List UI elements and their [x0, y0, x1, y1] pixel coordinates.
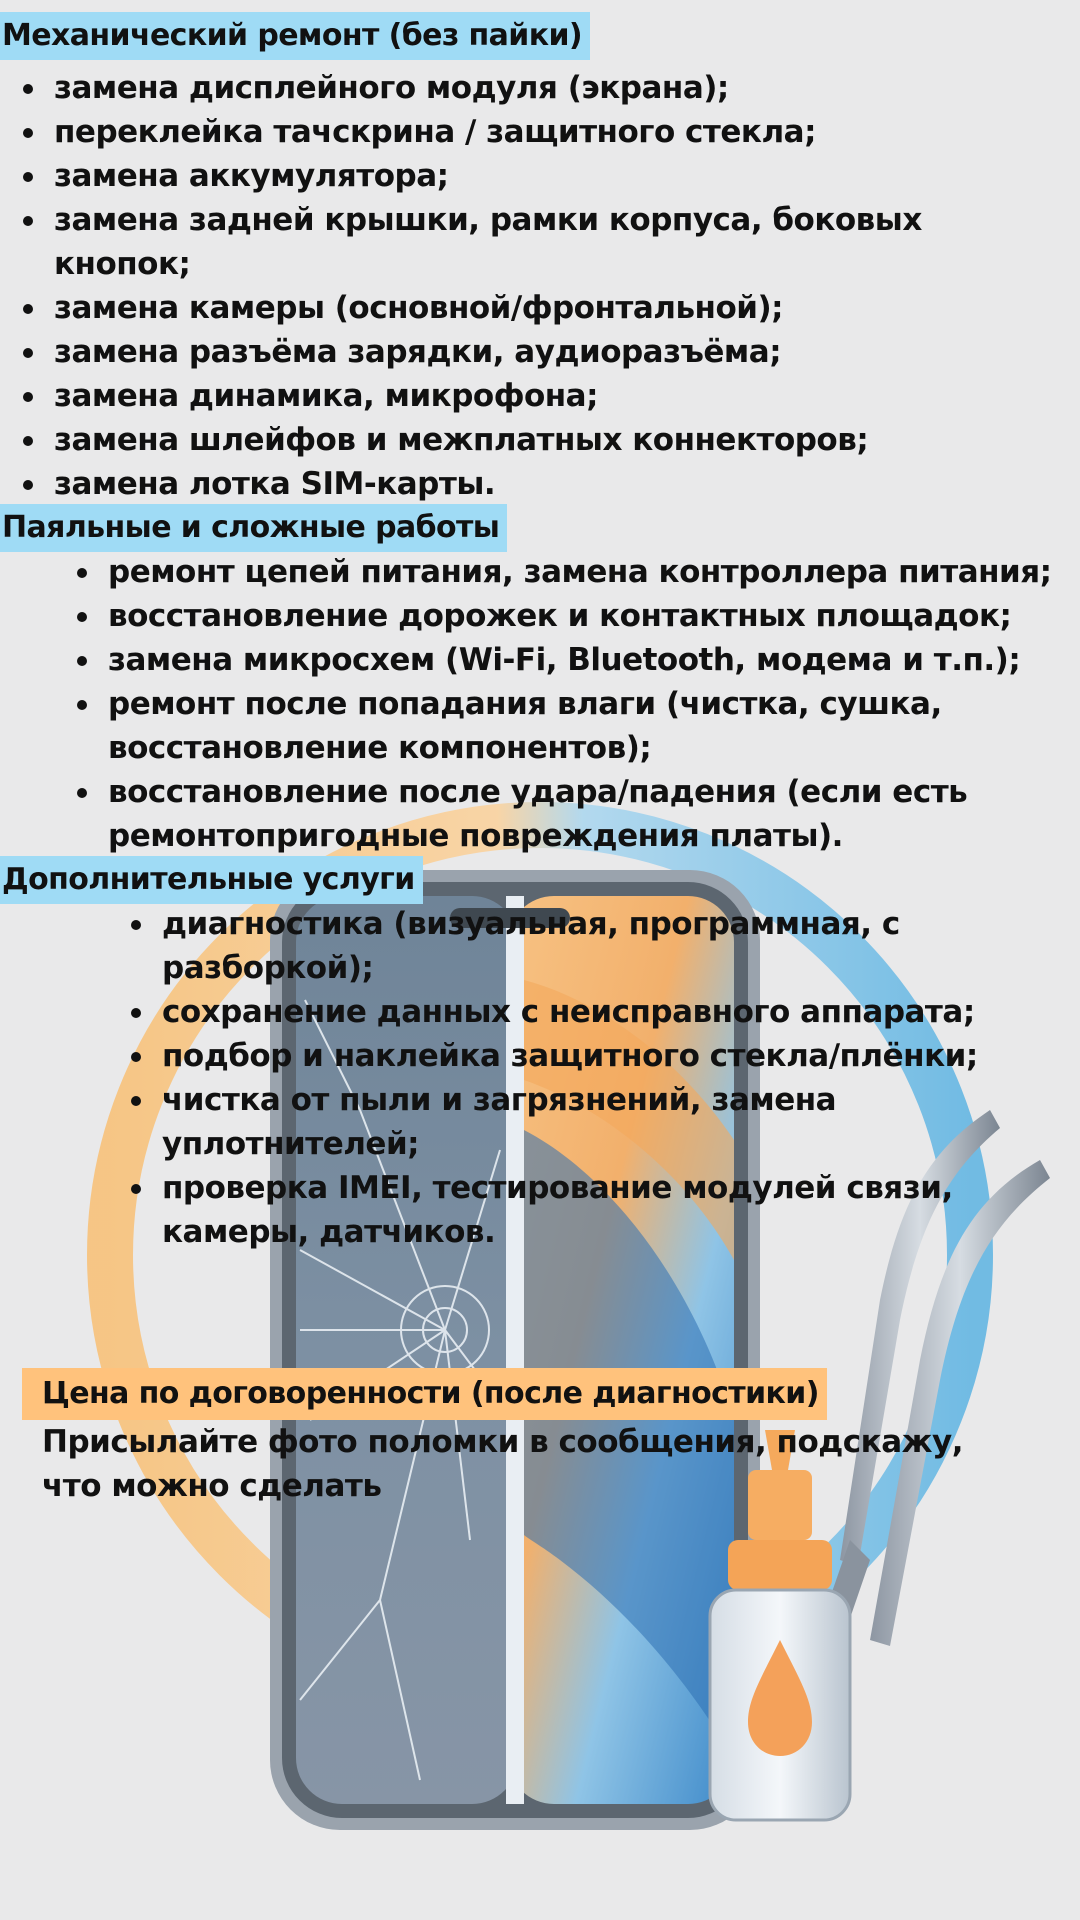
list-item: замена дисплейного модуля (экрана);	[0, 66, 1030, 110]
list-item: замена камеры (основной/фронтальной);	[0, 286, 1030, 330]
section-title-additional: Дополнительные услуги	[0, 856, 423, 904]
list-item: замена микросхем (Wi-Fi, Bluetooth, модема и т.п.);	[54, 638, 1080, 682]
list-item: замена задней крышки, рамки корпуса, боковых кнопок;	[0, 198, 1030, 286]
price-title: Цена по договоренности (после диагностики)	[22, 1368, 827, 1420]
list-item: переклейка тачскрина / защитного стекла;	[0, 110, 1030, 154]
list-item: замена шлейфов и межплатных коннекторов;	[0, 418, 1030, 462]
list-item: замена аккумулятора;	[0, 154, 1030, 198]
additional-services-list	[108, 902, 1048, 1254]
list-item: проверка IMEI, тестирование модулей связи, камеры, датчиков.	[108, 1166, 1048, 1254]
list-item: восстановление дорожек и контактных площадок;	[54, 594, 1080, 638]
price-note: Присылайте фото поломки в сообщения, подскажу, что можно сделать	[42, 1424, 963, 1504]
mechanical-services-list	[0, 66, 1030, 506]
list-item: сохранение данных с неисправного аппарата;	[108, 990, 1048, 1034]
list-item: замена динамика, микрофона;	[0, 374, 1030, 418]
soldering-services-list	[54, 550, 1080, 858]
section-title-soldering: Паяльные и сложные работы	[0, 504, 507, 552]
list-item: замена разъёма зарядки, аудиоразъёма;	[0, 330, 1030, 374]
section-title-mechanical: Механический ремонт (без пайки)	[0, 12, 590, 60]
price-block	[22, 1368, 1052, 1508]
list-item: диагностика (визуальная, программная, с разборкой);	[108, 902, 1048, 990]
list-item: ремонт после попадания влаги (чистка, сушка, восстановление компонентов);	[54, 682, 1080, 770]
list-item: ремонт цепей питания, замена контроллера питания;	[54, 550, 1080, 594]
list-item: замена лотка SIM-карты.	[0, 462, 1030, 506]
list-item: чистка от пыли и загрязнений, замена уплотнителей;	[108, 1078, 1048, 1166]
list-item: восстановление после удара/падения (если есть ремонтопригодные повреждения платы).	[54, 770, 1080, 858]
list-item: подбор и наклейка защитного стекла/плёнки;	[108, 1034, 1048, 1078]
